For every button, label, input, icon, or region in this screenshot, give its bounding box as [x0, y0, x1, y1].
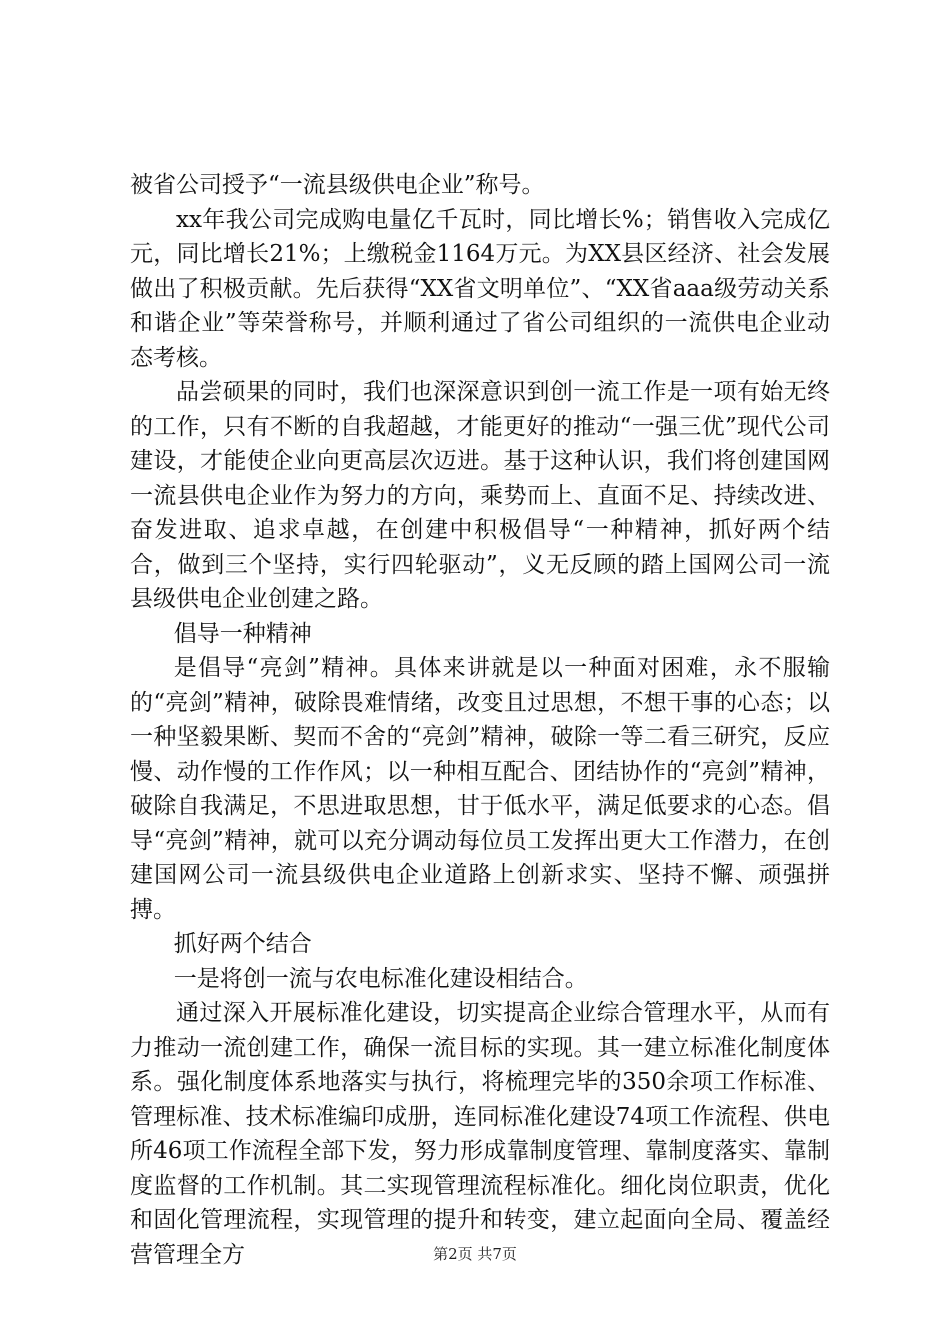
paragraph-continuation: 被省公司授予“一流县级供电企业”称号。 — [130, 172, 545, 198]
page-number-footer: 第2页 共7页 — [433, 1245, 517, 1263]
paragraph-achievements: xx年我公司完成购电量亿千瓦时，同比增长%；销售收入完成亿元，同比增长21%；上缴税金1164万元。为XX县区经济、社会发展做出了积极贡献。先后获得“XX省文明单位”、“XX省aaa级劳动关系和谐企业”等荣誉称号，并顺利通过了省公司组织的一流供电企业动态考核。 — [130, 206, 830, 371]
paragraph-spirit: 是倡导“亮剑”精神。具体来讲就是以一种面对困难，永不服输的“亮剑”精神，破除畏难情绪，改变且过思想，不想干事的心态；以一种坚毅果断、契而不舍的“亮剑”精神，破除一等二看三研究，反应慢、动作慢的工作作风；以一种相互配合、团结协作的“亮剑”精神，破除自我满足，不思进取思想，甘于低水平，满足低要求的心态。倡导“亮剑”精神，就可以充分调动每位员工发挥出更大工作潜力，在创建国网公司一流县级供电企业道路上创新求实、坚持不懈、顽强拼搏。 — [130, 655, 830, 923]
section-heading-spirit: 倡导一种精神 — [173, 620, 312, 647]
subheading-standardization: 一是将创一流与农电标准化建设相结合。 — [173, 965, 588, 992]
section-heading-combinations: 抓好两个结合 — [173, 931, 312, 957]
paragraph-standardization: 通过深入开展标准化建设，切实提高企业综合管理水平，从而有力推动一流创建工作，确保一流目标的实现。其一建立标准化制度体系。强化制度体系地落实与执行，将梳理完毕的350余项工作标准、管理标准、技术标准编印成册，连同标准化建设74项工作流程、供电所46项工作流程全部下发，努力形成靠制度管理、靠制度落实、靠制度监督的工作机制。其二实现管理流程标准化。细化岗位职责，优化和固化管理流程，实现管理的提升和转变，建立起面向全局、覆盖经营管理全方 — [130, 1000, 830, 1268]
document-body — [130, 168, 830, 1272]
paragraph-reflection: 品尝硕果的同时，我们也深深意识到创一流工作是一项有始无终的工作，只有不断的自我超越，才能更好的推动“一强三优”现代公司建设，才能使企业向更高层次迈进。基于这种认识，我们将创建国网一流县供电企业作为努力的方向，乘势而上、直面不足、持续改进、奋发进取、追求卓越，在创建中积极倡导“一种精神，抓好两个结合，做到三个坚持，实行四轮驱动”，义无反顾的踏上国网公司一流县级供电企业创建之路。 — [130, 379, 830, 612]
